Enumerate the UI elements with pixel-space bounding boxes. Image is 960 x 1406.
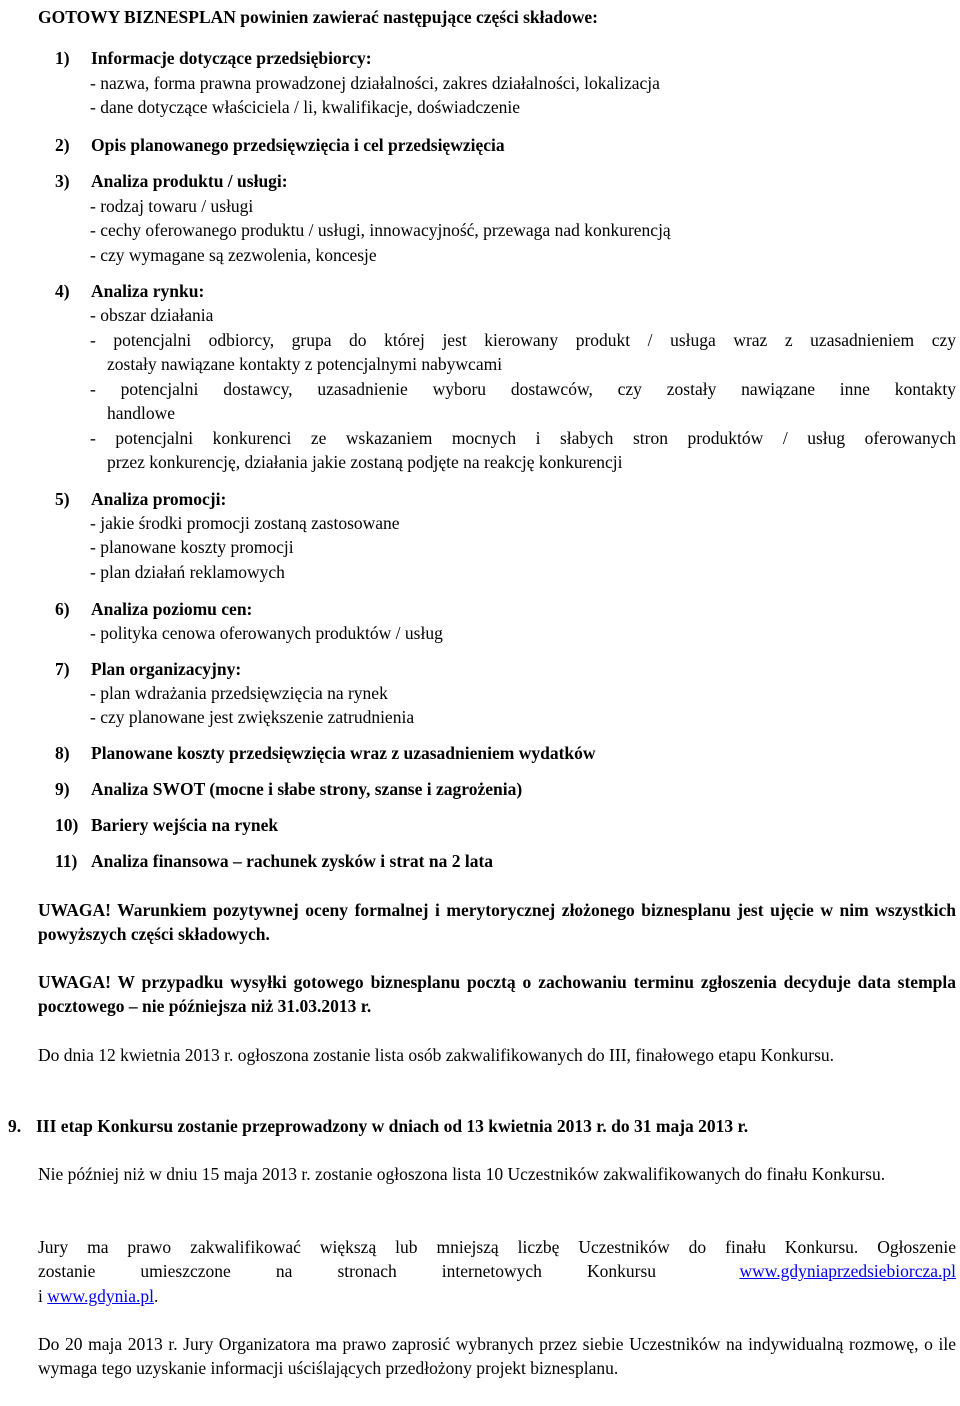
- section-2-title: Opis planowanego przedsięwzięcia i cel przedsięwzięcia: [91, 135, 505, 155]
- section-4-item-continuation: przez konkurencję, działania jakie zostaną podjęte na reakcję konkurencji: [107, 452, 623, 472]
- note-formal-requirements: UWAGA! Warunkiem pozytywnej oceny formalnej i merytorycznej złożonego biznesplanu jest ujęcie w nim wszystkich powyższych części składowych.: [38, 900, 956, 944]
- section-1-heading: [55, 46, 935, 70]
- section-4-title: Analiza rynku:: [91, 281, 205, 301]
- gdyniaprzedsiebiorcza-link[interactable]: www.gdyniaprzedsiebiorcza.pl: [739, 1261, 956, 1281]
- section-7-item: - plan wdrażania przedsięwzięcia na rynek: [90, 683, 388, 703]
- section-3-title: Analiza produktu / usługi:: [91, 171, 288, 191]
- section-1-item: - nazwa, forma prawna prowadzonej działalności, zakres działalności, lokalizacja: [90, 73, 660, 93]
- note-postal-deadline: UWAGA! W przypadku wysyłki gotowego biznesplanu pocztą o zachowaniu terminu zgłoszenia decyduje data stempla pocztowego – nie późniejsza niż 31.03.2013 r.: [38, 972, 956, 1016]
- section-5-number: 5): [55, 489, 70, 509]
- interview-paragraph: Do 20 maja 2013 r. Jury Organizatora ma prawo zaprosić wybranych przez siebie Uczestników na indywidualną rozmowę, o ile wymaga tego uzyskanie informacji uściślających przedłożony projekt biznesplanu.: [38, 1334, 956, 1378]
- section-6-number: 6): [55, 599, 70, 619]
- jury-line-3-prefix: i: [38, 1286, 43, 1306]
- jury-line-2-text: [38, 1259, 656, 1283]
- stage-3-text: III etap Konkursu zostanie przeprowadzony w dniach od 13 kwietnia 2013 r. do 31 maja 2013 r.: [36, 1116, 749, 1136]
- announcement-paragraph: Do dnia 12 kwietnia 2013 r. ogłoszona zostanie lista osób zakwalifikowanych do III, finałowego etapu Konkursu.: [38, 1045, 835, 1065]
- section-11-number: 11): [55, 851, 78, 871]
- section-4-heading: [55, 279, 935, 303]
- section-5-item: - planowane koszty promocji: [90, 537, 294, 557]
- jury-paragraph-line-1: Jury ma prawo zakwalifikować większą lub mniejszą liczbę Uczestników do finału Konkursu. Ogłoszenie: [38, 1237, 956, 1257]
- section-2-number: 2): [55, 135, 70, 155]
- section-8-number: 8): [55, 743, 70, 763]
- section-10-heading: [55, 813, 935, 837]
- section-4-item-continuation: zostały nawiązane kontakty z potencjalnymi nabywcami: [107, 354, 503, 374]
- section-5-item: - plan działań reklamowych: [90, 562, 285, 582]
- section-5-heading: [55, 487, 935, 511]
- section-9-heading: [55, 777, 935, 801]
- section-8-title: Planowane koszty przedsięwzięcia wraz z uzasadnieniem wydatków: [91, 743, 596, 763]
- section-4-item-continuation: handlowe: [107, 403, 176, 423]
- jury-line-2-words: zostanie umieszczone na stronach internetowych Konkursu: [38, 1261, 656, 1281]
- section-11-heading: [55, 849, 935, 873]
- section-3-item: - cechy oferowanego produktu / usługi, innowacyjność, przewaga nad konkurencją: [90, 220, 671, 240]
- section-4-item: - potencjalni odbiorcy, grupa do której jest kierowany produkt / usługa wraz z uzasadnieniem czy: [90, 330, 956, 350]
- section-7-title: Plan organizacyjny:: [91, 659, 242, 679]
- section-7-item: - czy planowane jest zwiększenie zatrudnienia: [90, 707, 415, 727]
- document-title: GOTOWY BIZNESPLAN powinien zawierać następujące części składowe:: [38, 7, 598, 27]
- section-1-title: Informacje dotyczące przedsiębiorcy:: [91, 48, 372, 68]
- section-6-heading: [55, 597, 935, 621]
- section-6-item: - polityka cenowa oferowanych produktów / usług: [90, 623, 443, 643]
- stage-3-number: 9.: [8, 1116, 22, 1136]
- final-list-paragraph: Nie później niż w dniu 15 maja 2013 r. zostanie ogłoszona lista 10 Uczestników zakwalifikowanych do finału Konkursu.: [38, 1164, 886, 1184]
- section-3-number: 3): [55, 171, 70, 191]
- section-9-title: Analiza SWOT (mocne i słabe strony, szanse i zagrożenia): [91, 779, 523, 799]
- section-3-item: - czy wymagane są zezwolenia, koncesje: [90, 245, 377, 265]
- gdynia-link[interactable]: www.gdynia.pl: [47, 1286, 155, 1306]
- section-5-title: Analiza promocji:: [91, 489, 227, 509]
- section-4-item: - potencjalni dostawcy, uzasadnienie wyboru dostawców, czy zostały nawiązane inne kontakty: [90, 379, 956, 399]
- jury-paragraph-line-3: [38, 1284, 956, 1308]
- section-3-heading: [55, 169, 935, 193]
- section-1-number: 1): [55, 48, 70, 68]
- section-6-title: Analiza poziomu cen:: [91, 599, 253, 619]
- section-8-heading: [55, 741, 935, 765]
- jury-line-3-suffix: .: [154, 1286, 159, 1306]
- section-7-heading: [55, 657, 935, 681]
- jury-paragraph-line-2: [38, 1259, 956, 1283]
- section-10-title: Bariery wejścia na rynek: [91, 815, 279, 835]
- section-5-item: - jakie środki promocji zostaną zastosowane: [90, 513, 400, 533]
- section-11-title: Analiza finansowa – rachunek zysków i strat na 2 lata: [91, 851, 494, 871]
- section-4-item: - potencjalni konkurenci ze wskazaniem mocnych i słabych stron produktów / usług oferowanych: [90, 428, 956, 448]
- section-3-item: - rodzaj towaru / usługi: [90, 196, 254, 216]
- section-4-number: 4): [55, 281, 70, 301]
- section-9-number: 9): [55, 779, 70, 799]
- stage-3-heading: [8, 1114, 948, 1138]
- section-2-heading: [55, 133, 935, 157]
- section-4-item: - obszar działania: [90, 305, 214, 325]
- section-10-number: 10): [55, 815, 79, 835]
- section-1-item: - dane dotyczące właściciela / li, kwalifikacje, doświadczenie: [90, 97, 520, 117]
- section-7-number: 7): [55, 659, 70, 679]
